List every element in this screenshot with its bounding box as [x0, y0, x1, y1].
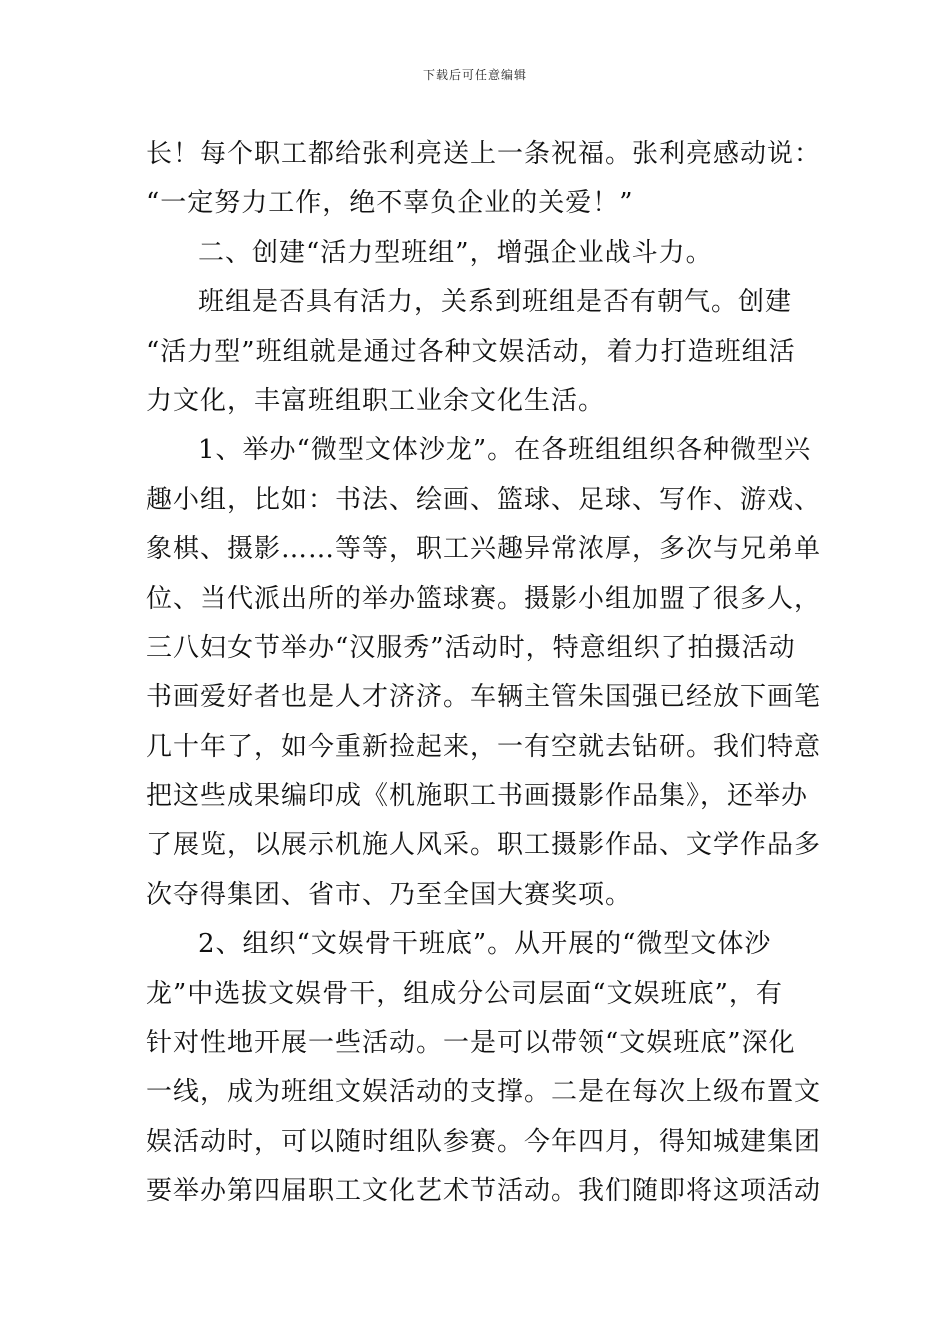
text-line: 书画爱好者也是人才济济。车辆主管朱国强已经放下画笔: [146, 682, 822, 713]
document-body: [146, 130, 822, 1217]
text-line: 班组是否具有活力，关系到班组是否有朝气。创建: [198, 287, 793, 318]
text-line: 针对性地开展一些活动。一是可以带领“文娱班底”深化: [146, 1028, 796, 1059]
text-line: 了展览，以展示机施人风采。职工摄影作品、文学作品多: [146, 830, 822, 861]
text-line: 要举办第四届职工文化艺术节活动。我们随即将这项活动: [146, 1176, 822, 1207]
text-line: 把这些成果编印成《机施职工书画摄影作品集》，还举办: [146, 781, 809, 812]
text-line: “活力型”班组就是通过各种文娱活动，着力打造班组活: [146, 336, 796, 367]
text-line: 位、当代派出所的举办篮球赛。摄影小组加盟了很多人，: [146, 583, 822, 614]
text-line: 2、组织“文娱骨干班底”。从开展的“微型文体沙: [198, 929, 772, 960]
page-header: 下载后可任意编辑: [422, 68, 527, 82]
text-line: 龙”中选拔文娱骨干，组成分公司层面“文娱班底”，有: [146, 978, 783, 1009]
text-line: 次夺得集团、省市、乃至全国大赛奖项。: [146, 879, 633, 910]
text-line: “一定努力工作，绝不辜负企业的关爱！”: [146, 188, 634, 219]
text-line: 趣小组，比如：书法、绘画、篮球、足球、写作、游戏、: [146, 484, 822, 515]
text-line: 长！每个职工都给张利亮送上一条祝福。张利亮感动说：: [146, 139, 822, 169]
text-line: 几十年了，如今重新捡起来，一有空就去钻研。我们特意: [146, 731, 822, 762]
text-line: 三八妇女节举办“汉服秀”活动时，特意组织了拍摄活动: [146, 632, 796, 663]
text-line: 娱活动时，可以随时组队参赛。今年四月，得知城建集团: [146, 1126, 822, 1157]
text-line: 象棋、摄影……等等，职工兴趣异常浓厚，多次与兄弟单: [146, 534, 822, 565]
text-line: 力文化，丰富班组职工业余文化生活。: [146, 385, 606, 416]
text-line: 一线，成为班组文娱活动的支撑。二是在每次上级布置文: [146, 1077, 822, 1108]
section-heading: 二、创建“活力型班组”，增强企业战斗力。: [198, 237, 713, 268]
text-line: 1、举办“微型文体沙龙”。在各班组组织各种微型兴: [198, 435, 812, 466]
